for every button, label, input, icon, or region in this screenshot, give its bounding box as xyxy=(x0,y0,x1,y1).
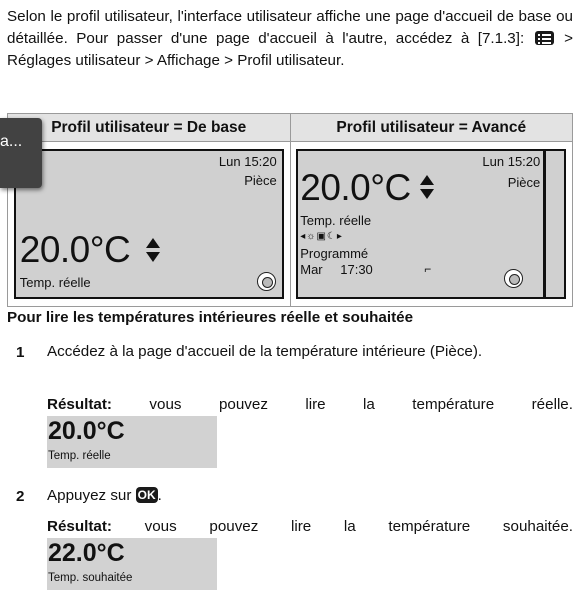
up-down-arrows-icon xyxy=(146,238,160,262)
settings-dial-icon[interactable] xyxy=(504,269,523,288)
step-2-display-value: 22.0°C xyxy=(48,539,125,567)
step-2-text-after: . xyxy=(157,487,162,504)
schedule-icon: ▣ xyxy=(316,231,327,242)
up-down-arrows-icon xyxy=(420,175,434,199)
tooltip-text: a... xyxy=(0,133,23,150)
basic-screen-cell xyxy=(8,142,291,307)
step-1-display-label: Temp. réelle xyxy=(48,450,111,462)
advanced-profile-header: Profil utilisateur = Avancé xyxy=(290,114,573,142)
step-1-text: Accédez à la page d'accueil de la température intérieure (Pièce). xyxy=(47,343,483,360)
sun-icon: ☼ xyxy=(306,231,317,242)
step-1-number: 1 xyxy=(16,344,25,361)
basic-datetime: Lun 15:20 xyxy=(218,154,277,169)
advanced-temp-label: Temp. réelle xyxy=(300,213,372,228)
left-arrow-icon: ◂ xyxy=(300,231,307,242)
schedule-time: 17:30 xyxy=(340,262,373,277)
advanced-datetime: Lun 15:20 xyxy=(482,154,541,169)
step-1-display-value: 20.0°C xyxy=(48,417,125,445)
step-2-number: 2 xyxy=(16,488,25,505)
advanced-screen-cell xyxy=(290,142,573,307)
step-2-result-label: Résultat: xyxy=(47,518,112,535)
scroll-bar[interactable] xyxy=(543,151,564,297)
right-arrow-icon: ▸ xyxy=(336,231,343,242)
step-2-result-text: vous pouvez lire la température souhaitée. xyxy=(144,518,573,535)
step-2-text xyxy=(47,485,162,507)
step-1-display xyxy=(47,416,217,468)
ok-button-icon: OK xyxy=(137,488,156,502)
step-1-result xyxy=(47,396,573,413)
step-2-display-label: Temp. souhaitée xyxy=(48,572,133,584)
profile-comparison-table xyxy=(7,113,573,307)
basic-home-screen xyxy=(14,149,284,299)
schedule-day: Mar xyxy=(300,262,323,277)
advanced-room-label: Pièce xyxy=(507,175,541,190)
intro-text-2: > Réglages utilisateur > Affichage > Profil utilisateur. xyxy=(7,30,573,69)
tooltip-popup xyxy=(0,118,42,188)
step-2-text-before: Appuyez sur xyxy=(47,487,132,504)
basic-profile-header: Profil utilisateur = De base xyxy=(8,114,291,142)
intro-text-1: Selon le profil utilisateur, l'interface utilisateur affiche une page d'accueil de base ou détaillée. Pour passer d'une page d'accueil à l'autre, accédez à [7.1.3]: xyxy=(7,8,573,47)
intro-paragraph xyxy=(7,6,573,72)
section-title: Pour lire les températures intérieures réelle et souhaitée xyxy=(7,309,414,326)
step-2-display xyxy=(47,538,217,590)
moon-icon: ☾ xyxy=(326,231,337,242)
advanced-home-screen xyxy=(296,149,566,299)
basic-temperature: 20.0°C xyxy=(19,229,131,270)
schedule-label: Programmé xyxy=(300,246,369,261)
mode-icons-row xyxy=(300,231,343,242)
advanced-temperature: 20.0°C xyxy=(300,167,411,208)
step-1-result-label: Résultat: xyxy=(47,396,112,413)
basic-temp-label: Temp. réelle xyxy=(19,275,91,290)
menu-list-icon xyxy=(535,31,554,45)
setpoint-step-icon: ⌐ xyxy=(424,262,432,276)
basic-room-label: Pièce xyxy=(244,173,277,188)
step-2-result xyxy=(47,518,573,535)
settings-dial-icon[interactable] xyxy=(257,272,276,291)
step-1-result-text: vous pouvez lire la température réelle. xyxy=(149,396,573,413)
